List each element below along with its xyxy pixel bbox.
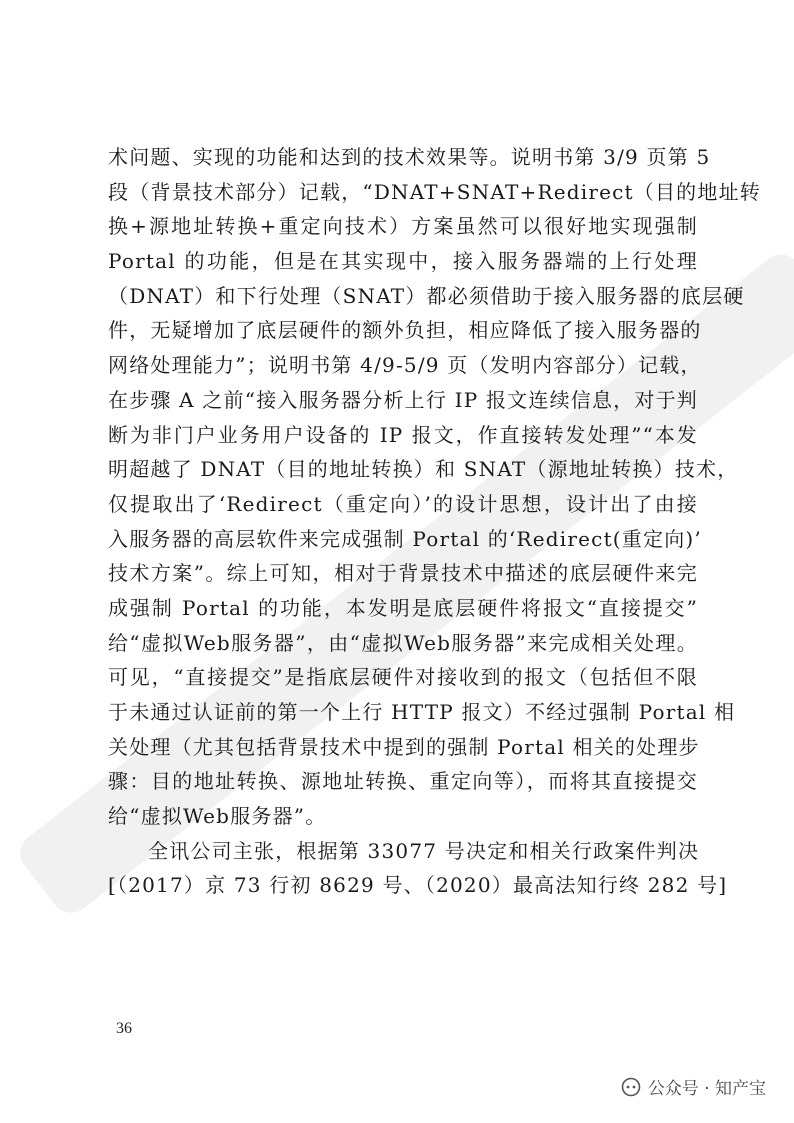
text-line: 在步骤 A 之前“接入服务器分析上行 IP 报文连续信息，对于判 [108,387,698,412]
text-line: Portal 的功能，但是在其实现中，接入服务器端的上行处理 [108,249,698,274]
paragraph-first-line: 全讯公司主张，根据第 33077 号决定和相关行政案件判决 [148,838,700,863]
text-line: 给“虚拟Web服务器”，由“虚拟Web服务器”来完成相关处理。 [108,630,698,655]
text-line: 于未通过认证前的第一个上行 HTTP 报文）不经过强制 Portal 相 [108,700,736,724]
text-line: （DNAT）和下行处理（SNAT）都必须借助于接入服务器的底层硬 [108,283,745,308]
document-body [108,140,761,903]
text-line: 明超越了 DNAT（目的地址转换）和 SNAT（源地址转换）技术， [108,457,739,482]
text-line: 技术方案”。综上可知，相对于背景技术中描述的底层硬件来完 [108,561,698,586]
footer-brand [620,1074,766,1099]
text-line: 入服务器的高层软件来完成强制 Portal 的‘Redirect(重定向)’ [108,526,702,551]
text-line: 成强制 Portal 的功能，本发明是底层硬件将报文“直接提交” [108,595,698,620]
text-line: 件，无疑增加了底层硬件的额外负担，相应降低了接入服务器的 [108,318,702,343]
text-line: 术问题、实现的功能和达到的技术效果等。说明书第 3/9 页第 5 [108,145,711,169]
text-line: 仅提取出了‘Redirect（重定向）’的设计思想，设计出了由接 [108,491,698,516]
wechat-official-account-icon [620,1077,642,1097]
footer-brand-label: 公众号 · 知产宝 [647,1079,766,1099]
page-number: 36 [116,1020,132,1037]
text-line: 网络处理能力”；说明书第 4/9-5/9 页（发明内容部分）记载， [108,353,702,378]
text-line: 段（背景技术部分）记载，“DNAT+SNAT+Redirect（目的地址转 [108,179,761,204]
text-line: [（2017）京 73 行初 8629 号、（2020）最高法知行终 282 号] [108,873,728,898]
text-line: 断为非门户业务用户设备的 IP 报文，作直接转发处理”“本发 [108,422,698,447]
text-line: 换+源地址转换+重定向技术）方案虽然可以很好地实现强制 [108,214,698,239]
text-line: 可见，“直接提交”是指底层硬件对接收到的报文（包括但不限 [108,665,698,690]
text-line: 骤：目的地址转换、源地址转换、重定向等），而将其直接提交 [108,769,698,794]
text-line: 给“虚拟Web服务器”。 [108,804,327,829]
text-line: 关处理（尤其包括背景技术中提到的强制 Portal 相关的处理步 [108,734,700,759]
